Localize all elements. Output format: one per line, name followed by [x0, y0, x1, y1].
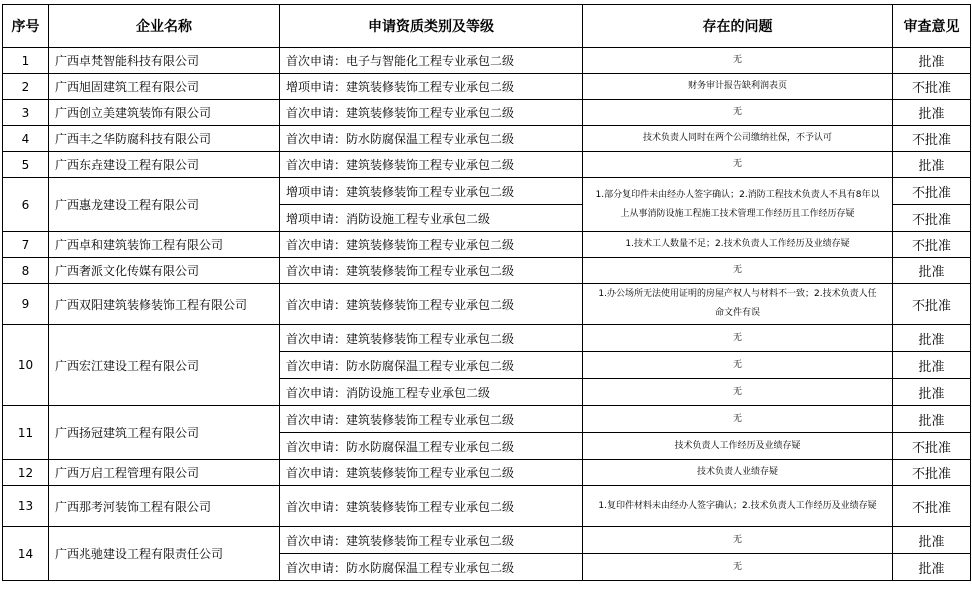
verdict-cell: 批准 [893, 406, 971, 433]
seq-cell: 14 [3, 527, 49, 581]
table-row [3, 460, 971, 486]
issue-cell: 1.复印件材料未由经办人签字确认；2.技术负责人工作经历及业绩存疑 [583, 486, 893, 527]
issue-cell: 1.部分复印件未由经办人签字确认；2.消防工程技术负责人不具有8年以上从事消防设施工程施工技术管理工作经历且工作经历存疑 [583, 178, 893, 232]
issue-cell: 财务审计报告缺利润表页 [583, 74, 893, 100]
company-cell: 广西扬冠建筑工程有限公司 [49, 406, 280, 460]
header-company: 企业名称 [49, 5, 280, 48]
issue-cell: 无 [583, 554, 893, 581]
seq-cell: 11 [3, 406, 49, 460]
seq-cell: 9 [3, 284, 49, 325]
seq-cell: 7 [3, 232, 49, 258]
verdict-cell: 批准 [893, 554, 971, 581]
issue-cell: 无 [583, 325, 893, 352]
issue-cell: 技术负责人业绩存疑 [583, 460, 893, 486]
issue-cell: 无 [583, 406, 893, 433]
application-cell: 首次申请：防水防腐保温工程专业承包二级 [280, 126, 583, 152]
table-row [3, 178, 971, 205]
seq-cell: 8 [3, 258, 49, 284]
seq-cell: 6 [3, 178, 49, 232]
application-cell: 首次申请：防水防腐保温工程专业承包二级 [280, 554, 583, 581]
issue-cell: 1.技术工人数量不足；2.技术负责人工作经历及业绩存疑 [583, 232, 893, 258]
verdict-cell: 批准 [893, 48, 971, 74]
application-cell: 首次申请：建筑装修装饰工程专业承包二级 [280, 152, 583, 178]
table-row [3, 232, 971, 258]
company-cell: 广西那考河装饰工程有限公司 [49, 486, 280, 527]
issue-cell: 无 [583, 48, 893, 74]
verdict-cell: 批准 [893, 258, 971, 284]
table-row [3, 152, 971, 178]
verdict-cell: 不批准 [893, 205, 971, 232]
application-cell: 增项申请：建筑装修装饰工程专业承包二级 [280, 74, 583, 100]
review-table [2, 4, 971, 581]
table-row [3, 258, 971, 284]
verdict-cell: 不批准 [893, 126, 971, 152]
seq-cell: 3 [3, 100, 49, 126]
application-cell: 首次申请：建筑装修装饰工程专业承包二级 [280, 100, 583, 126]
issue-cell: 无 [583, 379, 893, 406]
seq-cell: 12 [3, 460, 49, 486]
seq-cell: 5 [3, 152, 49, 178]
application-cell: 增项申请：消防设施工程专业承包二级 [280, 205, 583, 232]
table-row [3, 527, 971, 554]
issue-cell: 技术负责人工作经历及业绩存疑 [583, 433, 893, 460]
table-row [3, 48, 971, 74]
issue-cell: 无 [583, 152, 893, 178]
company-cell: 广西万启工程管理有限公司 [49, 460, 280, 486]
table-row [3, 100, 971, 126]
company-cell: 广西兆驰建设工程有限责任公司 [49, 527, 280, 581]
company-cell: 广西卓梵智能科技有限公司 [49, 48, 280, 74]
verdict-cell: 批准 [893, 100, 971, 126]
header-verdict: 审查意见 [893, 5, 971, 48]
verdict-cell: 不批准 [893, 460, 971, 486]
application-cell: 首次申请：建筑装修装饰工程专业承包二级 [280, 406, 583, 433]
application-cell: 首次申请：建筑装修装饰工程专业承包二级 [280, 486, 583, 527]
issue-cell: 技术负责人同时在两个公司缴纳社保，不予认可 [583, 126, 893, 152]
header-application: 申请资质类别及等级 [280, 5, 583, 48]
verdict-cell: 批准 [893, 379, 971, 406]
issue-cell: 无 [583, 352, 893, 379]
application-cell: 首次申请：建筑装修装饰工程专业承包二级 [280, 284, 583, 325]
header-seq: 序号 [3, 5, 49, 48]
seq-cell: 13 [3, 486, 49, 527]
issue-cell: 无 [583, 527, 893, 554]
verdict-cell: 批准 [893, 152, 971, 178]
seq-cell: 2 [3, 74, 49, 100]
table-row [3, 74, 971, 100]
verdict-cell: 批准 [893, 325, 971, 352]
seq-cell: 10 [3, 325, 49, 406]
application-cell: 首次申请：建筑装修装饰工程专业承包二级 [280, 232, 583, 258]
issue-cell: 无 [583, 258, 893, 284]
verdict-cell: 批准 [893, 352, 971, 379]
verdict-cell: 批准 [893, 527, 971, 554]
company-cell: 广西东垚建设工程有限公司 [49, 152, 280, 178]
issue-cell: 1.办公场所无法使用证明的房屋产权人与材料不一致；2.技术负责人任命文件有误 [583, 284, 893, 325]
company-cell: 广西创立美建筑装饰有限公司 [49, 100, 280, 126]
company-cell: 广西旭固建筑工程有限公司 [49, 74, 280, 100]
application-cell: 首次申请：建筑装修装饰工程专业承包二级 [280, 325, 583, 352]
application-cell: 首次申请：建筑装修装饰工程专业承包二级 [280, 258, 583, 284]
verdict-cell: 不批准 [893, 486, 971, 527]
application-cell: 首次申请：消防设施工程专业承包二级 [280, 379, 583, 406]
table-row [3, 126, 971, 152]
table-row [3, 325, 971, 352]
verdict-cell: 不批准 [893, 433, 971, 460]
company-cell: 广西惠龙建设工程有限公司 [49, 178, 280, 232]
application-cell: 首次申请：建筑装修装饰工程专业承包二级 [280, 527, 583, 554]
company-cell: 广西宏江建设工程有限公司 [49, 325, 280, 406]
seq-cell: 4 [3, 126, 49, 152]
company-cell: 广西丰之华防腐科技有限公司 [49, 126, 280, 152]
table-row [3, 284, 971, 325]
table-row [3, 406, 971, 433]
company-cell: 广西奢派文化传媒有限公司 [49, 258, 280, 284]
verdict-cell: 不批准 [893, 74, 971, 100]
application-cell: 首次申请：建筑装修装饰工程专业承包二级 [280, 460, 583, 486]
header-issues: 存在的问题 [583, 5, 893, 48]
company-cell: 广西卓和建筑装饰工程有限公司 [49, 232, 280, 258]
verdict-cell: 不批准 [893, 178, 971, 205]
application-cell: 首次申请：防水防腐保温工程专业承包二级 [280, 352, 583, 379]
application-cell: 首次申请：防水防腐保温工程专业承包二级 [280, 433, 583, 460]
table-row [3, 486, 971, 527]
issue-cell: 无 [583, 100, 893, 126]
seq-cell: 1 [3, 48, 49, 74]
application-cell: 首次申请：电子与智能化工程专业承包二级 [280, 48, 583, 74]
verdict-cell: 不批准 [893, 284, 971, 325]
verdict-cell: 不批准 [893, 232, 971, 258]
header-row [3, 5, 971, 48]
application-cell: 增项申请：建筑装修装饰工程专业承包二级 [280, 178, 583, 205]
company-cell: 广西双阳建筑装修装饰工程有限公司 [49, 284, 280, 325]
